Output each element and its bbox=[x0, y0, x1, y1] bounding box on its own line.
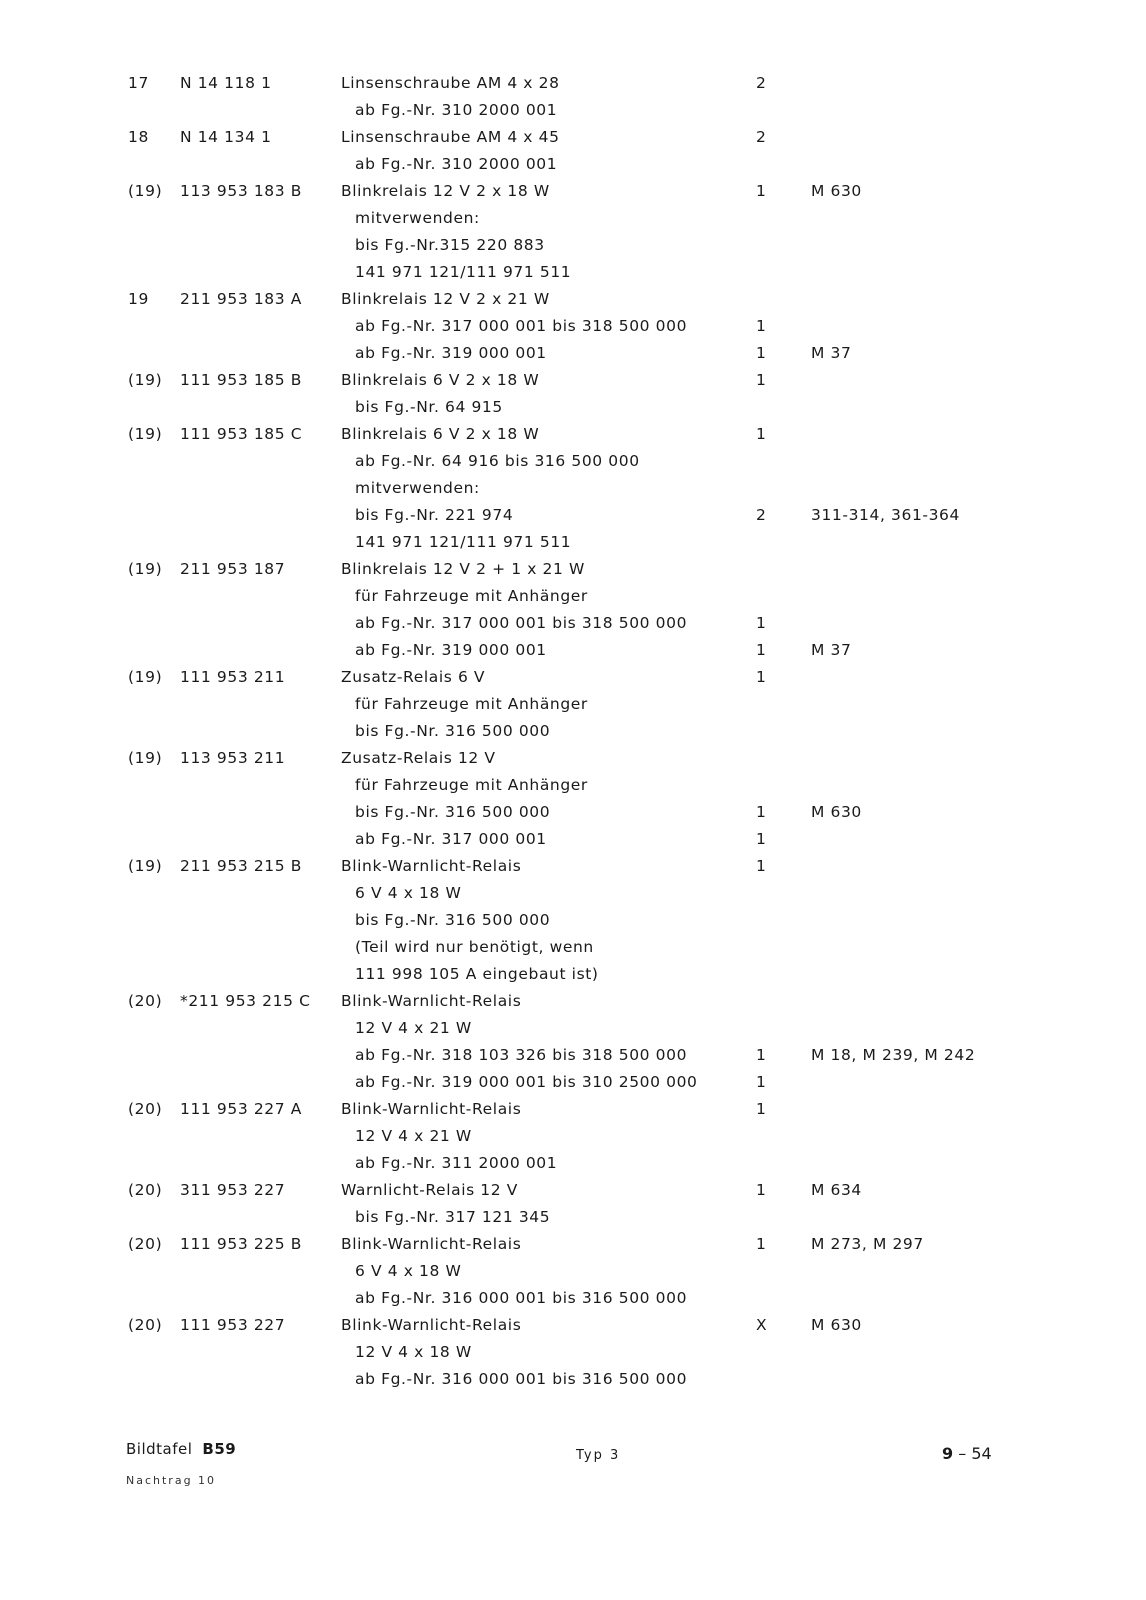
position-number: (19) bbox=[128, 857, 163, 875]
page-section: 9 bbox=[942, 1444, 954, 1463]
remark: M 18, M 239, M 242 bbox=[811, 1046, 976, 1064]
part-number: 211 953 183 A bbox=[180, 290, 302, 308]
quantity: 1 bbox=[756, 1181, 767, 1199]
part-description: Blink-Warnlicht-Relais bbox=[341, 1316, 522, 1334]
quantity: 1 bbox=[756, 857, 767, 875]
part-description: ab Fg.-Nr. 318 103 326 bis 318 500 000 bbox=[355, 1046, 688, 1064]
quantity: 1 bbox=[756, 614, 767, 632]
part-description: Zusatz-Relais 6 V bbox=[341, 668, 486, 686]
part-number: 111 953 225 B bbox=[180, 1235, 302, 1253]
part-description: 12 V 4 x 21 W bbox=[355, 1019, 472, 1037]
parts-row bbox=[0, 340, 1146, 367]
parts-row bbox=[0, 1258, 1146, 1285]
parts-row bbox=[0, 259, 1146, 286]
part-description: bis Fg.-Nr. 64 915 bbox=[355, 398, 503, 416]
parts-row bbox=[0, 1231, 1146, 1258]
part-number: 111 953 185 B bbox=[180, 371, 302, 389]
quantity: 2 bbox=[756, 128, 767, 146]
parts-row bbox=[0, 556, 1146, 583]
parts-row bbox=[0, 907, 1146, 934]
parts-row bbox=[0, 583, 1146, 610]
part-number: 311 953 227 bbox=[180, 1181, 286, 1199]
parts-row bbox=[0, 1366, 1146, 1393]
parts-row bbox=[0, 124, 1146, 151]
parts-row bbox=[0, 394, 1146, 421]
part-description: Blinkrelais 12 V 2 + 1 x 21 W bbox=[341, 560, 585, 578]
parts-row bbox=[0, 1285, 1146, 1312]
parts-row bbox=[0, 880, 1146, 907]
part-number: *211 953 215 C bbox=[180, 992, 311, 1010]
position-number: (20) bbox=[128, 992, 163, 1010]
parts-row bbox=[0, 691, 1146, 718]
part-description: 141 971 121/111 971 511 bbox=[355, 263, 572, 281]
quantity: 1 bbox=[756, 1100, 767, 1118]
parts-row bbox=[0, 529, 1146, 556]
parts-row bbox=[0, 475, 1146, 502]
parts-row bbox=[0, 178, 1146, 205]
plate-number: B59 bbox=[202, 1440, 237, 1458]
parts-row bbox=[0, 1096, 1146, 1123]
part-description: Blinkrelais 12 V 2 x 18 W bbox=[341, 182, 550, 200]
part-description: ab Fg.-Nr. 310 2000 001 bbox=[355, 155, 558, 173]
part-description: Zusatz-Relais 12 V bbox=[341, 749, 496, 767]
part-description: 6 V 4 x 18 W bbox=[355, 884, 462, 902]
part-number: 113 953 211 bbox=[180, 749, 286, 767]
parts-row bbox=[0, 853, 1146, 880]
position-number: 17 bbox=[128, 74, 149, 92]
part-description: ab Fg.-Nr. 319 000 001 bis 310 2500 000 bbox=[355, 1073, 698, 1091]
quantity: 1 bbox=[756, 371, 767, 389]
quantity: 1 bbox=[756, 317, 767, 335]
parts-row bbox=[0, 1312, 1146, 1339]
quantity: 1 bbox=[756, 641, 767, 659]
quantity: 1 bbox=[756, 1073, 767, 1091]
position-number: (19) bbox=[128, 371, 163, 389]
part-number: N 14 134 1 bbox=[180, 128, 272, 146]
page-subnumber: – 54 bbox=[953, 1444, 992, 1463]
position-number: 19 bbox=[128, 290, 149, 308]
part-description: ab Fg.-Nr. 311 2000 001 bbox=[355, 1154, 558, 1172]
part-description: für Fahrzeuge mit Anhänger bbox=[355, 776, 588, 794]
part-number: 113 953 183 B bbox=[180, 182, 302, 200]
parts-row bbox=[0, 1015, 1146, 1042]
part-description: mitverwenden: bbox=[355, 209, 480, 227]
position-number: 18 bbox=[128, 128, 149, 146]
parts-row bbox=[0, 1042, 1146, 1069]
part-description: ab Fg.-Nr. 310 2000 001 bbox=[355, 101, 558, 119]
remark: M 630 bbox=[811, 803, 862, 821]
parts-row bbox=[0, 826, 1146, 853]
parts-row bbox=[0, 934, 1146, 961]
part-number: N 14 118 1 bbox=[180, 74, 272, 92]
position-number: (20) bbox=[128, 1235, 163, 1253]
quantity: 1 bbox=[756, 1046, 767, 1064]
part-description: ab Fg.-Nr. 319 000 001 bbox=[355, 641, 547, 659]
part-number: 211 953 215 B bbox=[180, 857, 302, 875]
quantity: 1 bbox=[756, 803, 767, 821]
part-description: ab Fg.-Nr. 319 000 001 bbox=[355, 344, 547, 362]
part-description: Blink-Warnlicht-Relais bbox=[341, 1235, 522, 1253]
part-description: mitverwenden: bbox=[355, 479, 480, 497]
parts-row bbox=[0, 799, 1146, 826]
parts-row bbox=[0, 637, 1146, 664]
quantity: 1 bbox=[756, 1235, 767, 1253]
part-description: ab Fg.-Nr. 317 000 001 bis 318 500 000 bbox=[355, 317, 688, 335]
part-description: Blink-Warnlicht-Relais bbox=[341, 857, 522, 875]
quantity: 1 bbox=[756, 182, 767, 200]
part-description: für Fahrzeuge mit Anhänger bbox=[355, 695, 588, 713]
position-number: (19) bbox=[128, 668, 163, 686]
remark: M 37 bbox=[811, 641, 852, 659]
part-description: Blinkrelais 12 V 2 x 21 W bbox=[341, 290, 550, 308]
parts-row bbox=[0, 1069, 1146, 1096]
parts-row bbox=[0, 1150, 1146, 1177]
parts-row bbox=[0, 151, 1146, 178]
quantity: 1 bbox=[756, 830, 767, 848]
part-description: 111 998 105 A eingebaut ist) bbox=[355, 965, 599, 983]
part-description: bis Fg.-Nr.315 220 883 bbox=[355, 236, 545, 254]
remark: 311-314, 361-364 bbox=[811, 506, 960, 524]
part-description: 12 V 4 x 18 W bbox=[355, 1343, 472, 1361]
parts-row bbox=[0, 1177, 1146, 1204]
part-description: ab Fg.-Nr. 317 000 001 bbox=[355, 830, 547, 848]
parts-list bbox=[0, 70, 1146, 1393]
part-description: bis Fg.-Nr. 221 974 bbox=[355, 506, 514, 524]
part-description: ab Fg.-Nr. 317 000 001 bis 318 500 000 bbox=[355, 614, 688, 632]
part-description: Warnlicht-Relais 12 V bbox=[341, 1181, 518, 1199]
parts-row bbox=[0, 421, 1146, 448]
parts-row bbox=[0, 448, 1146, 475]
part-description: Blink-Warnlicht-Relais bbox=[341, 992, 522, 1010]
part-number: 111 953 211 bbox=[180, 668, 286, 686]
plate-label: Bildtafel bbox=[126, 1440, 193, 1458]
parts-row bbox=[0, 1204, 1146, 1231]
parts-row bbox=[0, 745, 1146, 772]
part-description: Blink-Warnlicht-Relais bbox=[341, 1100, 522, 1118]
parts-row bbox=[0, 97, 1146, 124]
part-number: 111 953 185 C bbox=[180, 425, 303, 443]
page-number bbox=[942, 1444, 992, 1463]
parts-row bbox=[0, 502, 1146, 529]
part-description: Blinkrelais 6 V 2 x 18 W bbox=[341, 425, 540, 443]
remark: M 37 bbox=[811, 344, 852, 362]
parts-row bbox=[0, 286, 1146, 313]
position-number: (20) bbox=[128, 1181, 163, 1199]
parts-row bbox=[0, 772, 1146, 799]
part-number: 211 953 187 bbox=[180, 560, 286, 578]
parts-row bbox=[0, 1339, 1146, 1366]
position-number: (20) bbox=[128, 1100, 163, 1118]
remark: M 630 bbox=[811, 182, 862, 200]
parts-row bbox=[0, 313, 1146, 340]
part-description: ab Fg.-Nr. 316 000 001 bis 316 500 000 bbox=[355, 1289, 688, 1307]
plate-reference bbox=[126, 1440, 236, 1458]
remark: M 630 bbox=[811, 1316, 862, 1334]
parts-row bbox=[0, 610, 1146, 637]
quantity: 1 bbox=[756, 344, 767, 362]
part-number: 111 953 227 bbox=[180, 1316, 286, 1334]
quantity: 2 bbox=[756, 506, 767, 524]
position-number: (20) bbox=[128, 1316, 163, 1334]
part-description: ab Fg.-Nr. 64 916 bis 316 500 000 bbox=[355, 452, 640, 470]
part-description: bis Fg.-Nr. 316 500 000 bbox=[355, 803, 551, 821]
parts-row bbox=[0, 367, 1146, 394]
remark: M 273, M 297 bbox=[811, 1235, 924, 1253]
quantity: 1 bbox=[756, 668, 767, 686]
part-description: für Fahrzeuge mit Anhänger bbox=[355, 587, 588, 605]
position-number: (19) bbox=[128, 425, 163, 443]
supplement-number: Nachtrag 10 bbox=[126, 1474, 217, 1487]
part-description: Linsenschraube AM 4 x 28 bbox=[341, 74, 560, 92]
part-description: 6 V 4 x 18 W bbox=[355, 1262, 462, 1280]
quantity: 1 bbox=[756, 425, 767, 443]
part-description: bis Fg.-Nr. 316 500 000 bbox=[355, 722, 551, 740]
parts-row bbox=[0, 961, 1146, 988]
part-description: 141 971 121/111 971 511 bbox=[355, 533, 572, 551]
part-description: bis Fg.-Nr. 317 121 345 bbox=[355, 1208, 551, 1226]
remark: M 634 bbox=[811, 1181, 862, 1199]
position-number: (19) bbox=[128, 182, 163, 200]
position-number: (19) bbox=[128, 560, 163, 578]
quantity: 2 bbox=[756, 74, 767, 92]
parts-row bbox=[0, 718, 1146, 745]
parts-row bbox=[0, 232, 1146, 259]
part-description: Blinkrelais 6 V 2 x 18 W bbox=[341, 371, 540, 389]
parts-row bbox=[0, 988, 1146, 1015]
part-description: (Teil wird nur benötigt, wenn bbox=[355, 938, 594, 956]
part-number: 111 953 227 A bbox=[180, 1100, 302, 1118]
parts-row bbox=[0, 70, 1146, 97]
part-description: ab Fg.-Nr. 316 000 001 bis 316 500 000 bbox=[355, 1370, 688, 1388]
position-number: (19) bbox=[128, 749, 163, 767]
part-description: Linsenschraube AM 4 x 45 bbox=[341, 128, 560, 146]
parts-row bbox=[0, 664, 1146, 691]
part-description: bis Fg.-Nr. 316 500 000 bbox=[355, 911, 551, 929]
vehicle-type: Typ 3 bbox=[576, 1448, 621, 1463]
quantity: X bbox=[756, 1316, 768, 1334]
parts-row bbox=[0, 1123, 1146, 1150]
part-description: 12 V 4 x 21 W bbox=[355, 1127, 472, 1145]
parts-row bbox=[0, 205, 1146, 232]
